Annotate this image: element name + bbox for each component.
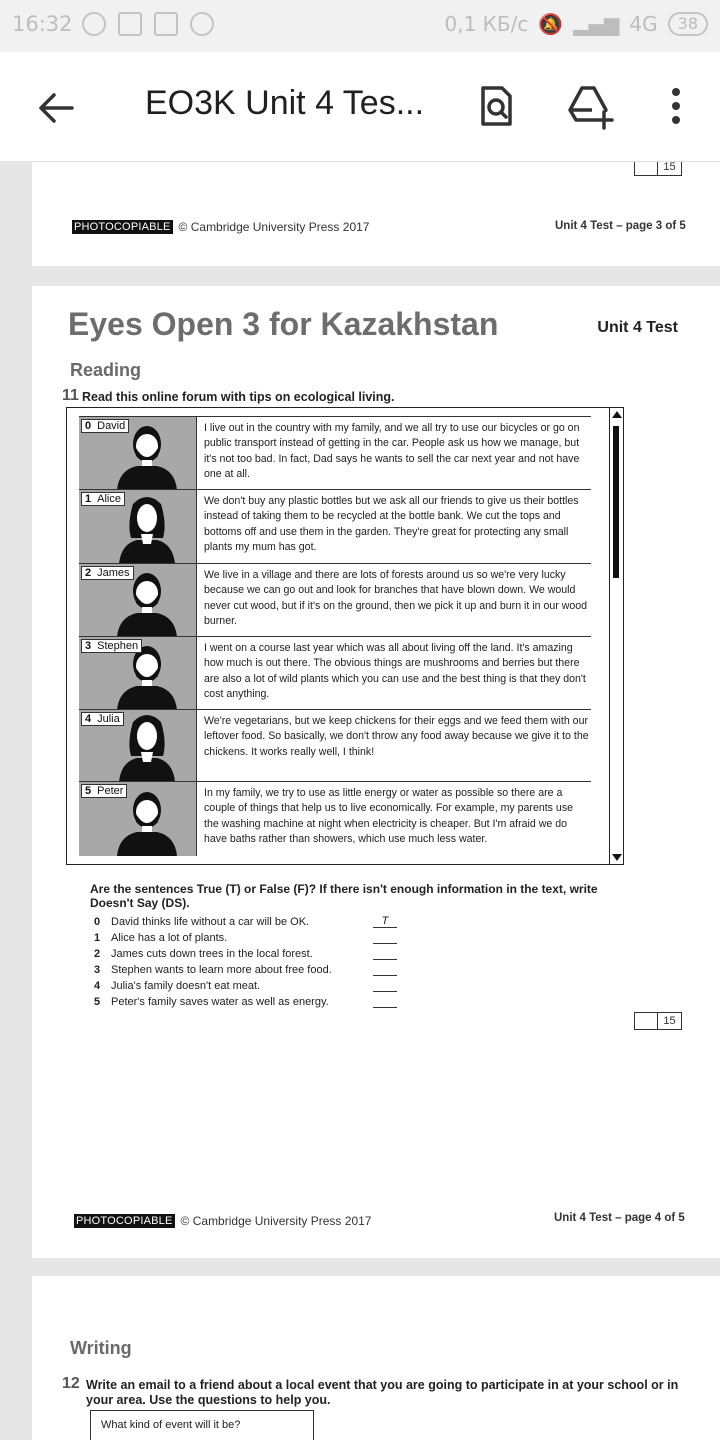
poster-number: 3 — [85, 640, 92, 652]
poster-label — [81, 784, 127, 798]
item-number: 3 — [94, 964, 101, 976]
status-time: 16:32 — [12, 12, 73, 36]
item-text: Julia's family doesn't eat meat. — [111, 980, 261, 992]
tf-item — [94, 964, 332, 980]
item-text: Alice has a lot of plants. — [111, 932, 228, 944]
avatar — [79, 782, 197, 856]
forum-post — [79, 416, 591, 489]
search-document-icon[interactable] — [472, 82, 520, 130]
poster-number: 5 — [85, 785, 92, 797]
page-number: Unit 4 Test – page 4 of 5 — [554, 1212, 685, 1224]
avatar — [79, 637, 197, 710]
battery-level: 38 — [668, 12, 708, 36]
post-text: I went on a course last year which was all about living off the land. It's amazing how much is out there. The obvious things are mushrooms and berries but there are also a lot of wild plants which you can use and the best thing is that they don't cost anything. — [204, 642, 586, 700]
network-type: 4G — [629, 12, 658, 36]
answer-blank — [373, 964, 397, 976]
answer-blank — [373, 932, 397, 944]
answer-blank — [373, 980, 397, 992]
status-bar — [0, 0, 720, 52]
forum-post — [79, 636, 591, 709]
prompt-line: What kind of event will it be? — [101, 1419, 241, 1431]
photocopiable-label: PHOTOCOPIABLE — [74, 221, 171, 233]
item-text: Stephen wants to learn more about free food. — [111, 964, 332, 976]
woman-silhouette-icon — [115, 712, 179, 782]
item-text: David thinks life without a car will be OK. — [111, 916, 310, 928]
item-number: 0 — [94, 916, 101, 928]
question-number: 12 — [62, 1375, 80, 1392]
tf-item — [94, 915, 389, 932]
document-title: EO3K Unit 4 Tes... — [145, 84, 425, 122]
page-4 — [32, 286, 720, 1258]
page-footer — [74, 1214, 371, 1228]
app-bar — [0, 52, 720, 162]
post-text: I live out in the country with my family, and we all try to use our bicycles or go on public transport instead of getting in the car. People ask us how we manage, but it's not too bad. In fact, Dad says he wants to sell the car next year and not have one at all. — [204, 422, 580, 480]
post-text: We live in a village and there are lots of forests around us so we're very lucky because we can go out and look for branches that have blown down. We would never cut wood, but if it's on the ground, then we pick it up and burn it in our wood burner. — [204, 569, 588, 627]
scroll-thumb[interactable] — [613, 426, 619, 578]
item-number: 2 — [94, 948, 101, 960]
add-to-drive-icon[interactable] — [566, 82, 614, 130]
poster-name: Peter — [97, 785, 124, 797]
answer-blank — [373, 996, 397, 1008]
poster-label — [81, 712, 124, 726]
document-viewer[interactable] — [0, 162, 720, 1440]
section-heading: Reading — [70, 360, 142, 380]
back-arrow-icon[interactable] — [34, 86, 78, 130]
chat-icon — [190, 12, 214, 36]
score-box — [634, 1012, 682, 1030]
item-number: 5 — [94, 996, 101, 1008]
forum-post — [79, 781, 591, 855]
page-footer — [72, 220, 369, 234]
item-text: James cuts down trees in the local forest. — [111, 948, 313, 960]
poster-label — [81, 492, 125, 506]
scroll-down-icon[interactable] — [612, 854, 622, 861]
avatar — [79, 417, 197, 490]
avatar — [79, 710, 197, 782]
poster-number: 4 — [85, 713, 92, 725]
page-3 — [32, 162, 720, 266]
answer-blank — [373, 948, 397, 960]
question-number: 11 — [62, 387, 79, 404]
upload-icon — [118, 12, 142, 36]
poster-name: Stephen — [97, 640, 139, 652]
poster-name: James — [97, 567, 130, 579]
item-number: 1 — [94, 932, 101, 944]
poster-number: 2 — [85, 567, 92, 579]
poster-number: 0 — [85, 420, 92, 432]
poster-label — [81, 566, 134, 580]
forum-panel[interactable] — [66, 407, 624, 865]
forum-scrollbar[interactable] — [609, 408, 623, 864]
section-heading: Writing — [70, 1338, 132, 1358]
question-text: Write an email to a friend about a local event that you are going to participate in at your school or in your area. Use the questions to help you. — [86, 1378, 679, 1407]
poster-label — [81, 419, 129, 433]
apps-icon — [154, 12, 178, 36]
mute-icon: 🔕 — [538, 12, 564, 36]
whatsapp-icon — [82, 12, 106, 36]
post-text: In my family, we try to use as little energy or water as possible so there are a couple of things that help us to live economically. For example, my parents use the washing machine at night when electricity is cheaper. But I'm afraid we do have baths rather than showers, which use much less water. — [204, 787, 574, 845]
answer-blank: T — [373, 916, 397, 928]
poster-name: Alice — [97, 493, 121, 505]
page-5 — [32, 1276, 720, 1440]
poster-name: David — [97, 420, 126, 432]
avatar — [79, 564, 197, 637]
tf-instructions: Are the sentences True (T) or False (F)? If there isn't enough information in the text, write Doesn't Say (DS). — [90, 882, 598, 910]
forum-post — [79, 709, 591, 781]
tf-item — [94, 948, 332, 964]
item-number: 4 — [94, 980, 101, 992]
tf-item — [94, 996, 332, 1012]
tf-item — [94, 932, 332, 948]
score-total: 15 — [657, 162, 681, 175]
poster-label — [81, 639, 142, 653]
poster-number: 1 — [85, 493, 92, 505]
forum-post — [79, 489, 591, 563]
page-number: Unit 4 Test – page 3 of 5 — [555, 220, 686, 232]
post-text: We don't buy any plastic bottles but we ask all our friends to give us their bottles instead of taking them to be recycled at the bottle bank. We cut the tops and bottoms off and use them in the garden. They're great for protecting any small plants my mum has got. — [204, 495, 579, 553]
scroll-up-icon[interactable] — [612, 411, 622, 418]
question-text: Read this online forum with tips on ecological living. — [82, 390, 395, 404]
writing-prompt-box — [90, 1410, 314, 1440]
book-title: Eyes Open 3 for Kazakhstan — [68, 306, 499, 342]
poster-name: Julia — [97, 713, 120, 725]
post-text: We're vegetarians, but we keep chickens for their eggs and we feed them with our leftover food. So basically, we don't throw any food away because we give it to the chickens. It works really well, I think! — [204, 715, 589, 758]
forum-post — [79, 563, 591, 636]
signal-icon: ▂▄▆ — [573, 12, 620, 36]
photocopiable-label: PHOTOCOPIABLE — [76, 1215, 173, 1227]
unit-test-label: Unit 4 Test — [597, 319, 678, 336]
copyright: © Cambridge University Press 2017 — [178, 220, 370, 234]
copyright: © Cambridge University Press 2017 — [180, 1214, 372, 1228]
tf-items — [94, 915, 389, 1012]
score-total: 15 — [657, 1013, 681, 1029]
network-speed: 0,1 КБ/с — [444, 12, 529, 36]
avatar — [79, 490, 197, 564]
score-box — [634, 162, 682, 176]
tf-item — [94, 980, 332, 996]
more-vert-icon[interactable] — [652, 82, 700, 130]
item-text: Peter's family saves water as well as energy. — [111, 996, 329, 1008]
